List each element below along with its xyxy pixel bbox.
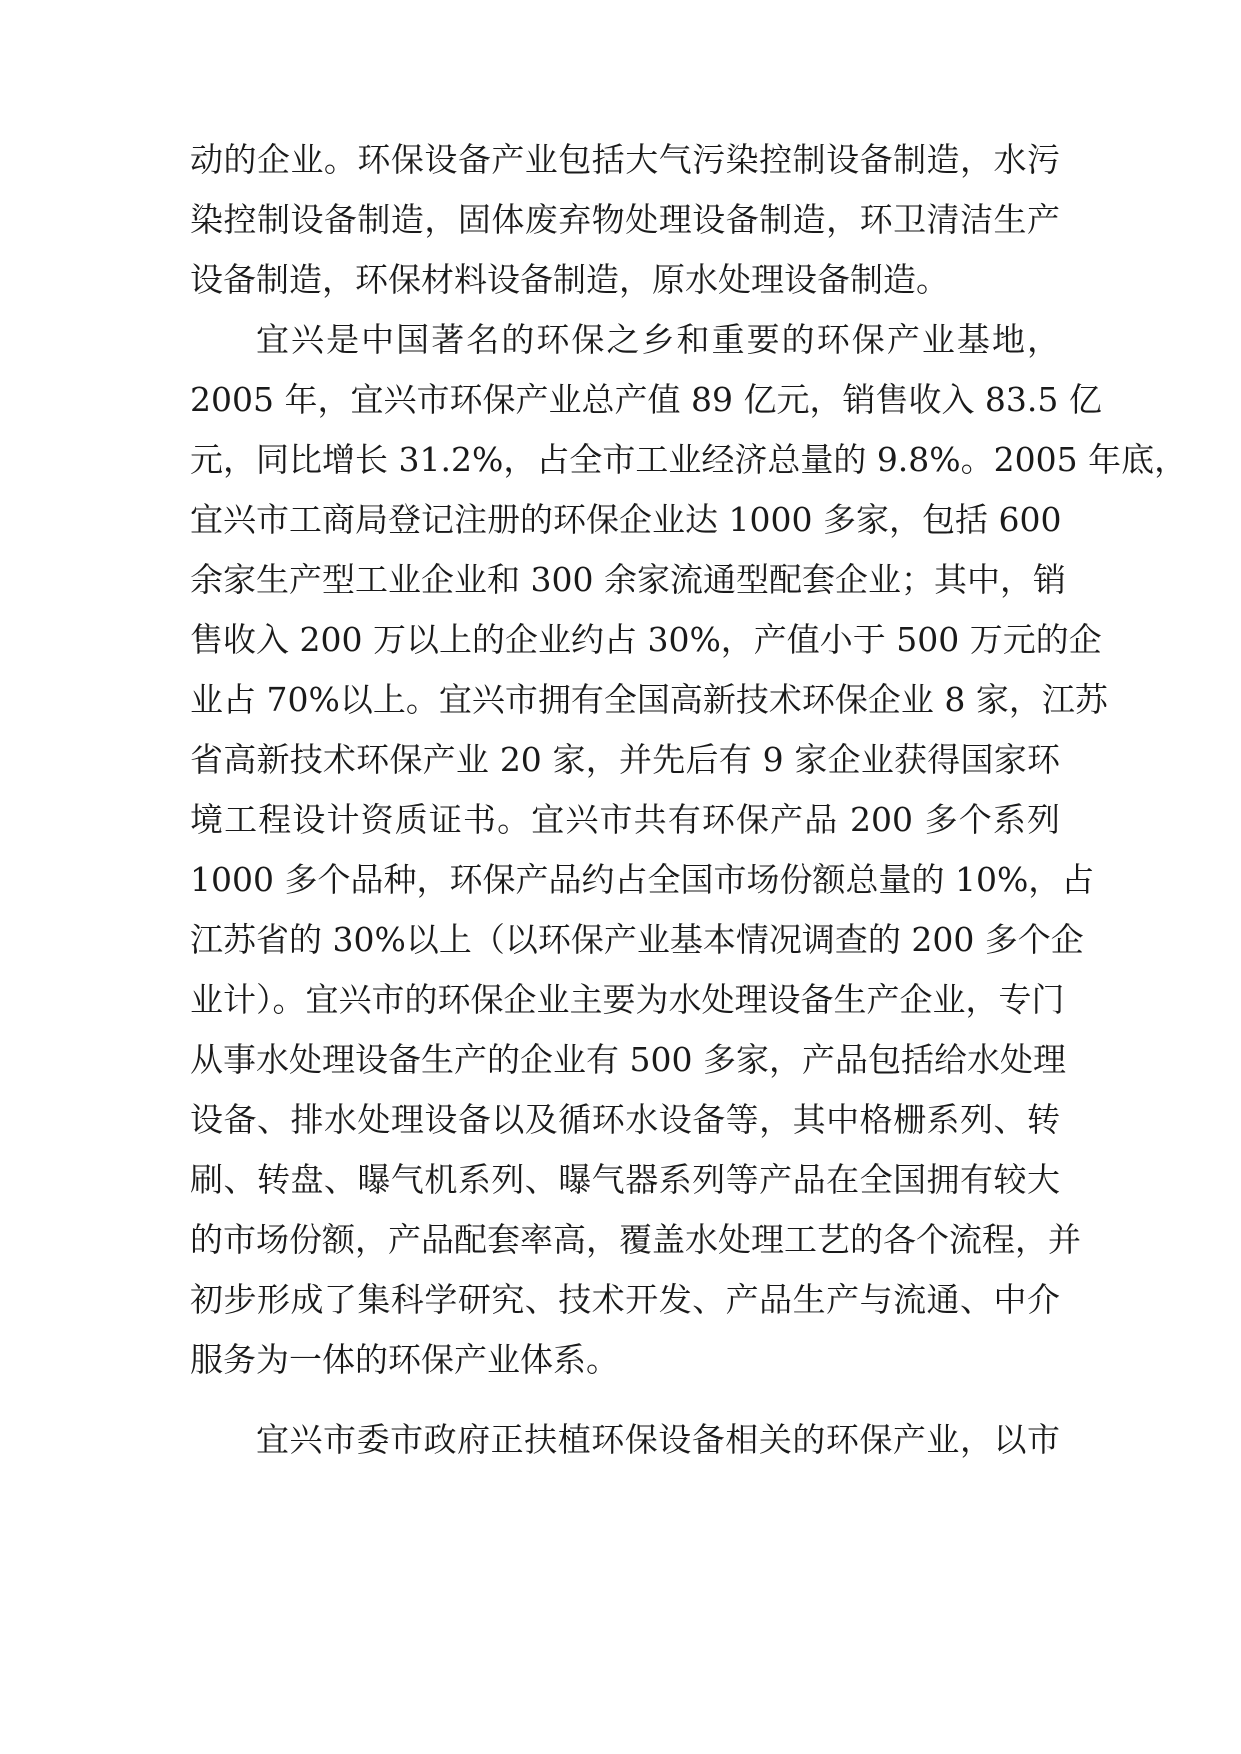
text-line: 2005 年，宜兴市环保产业总产值 89 亿元，销售收入 83.5 亿 — [190, 380, 1102, 419]
text-line: 从事水处理设备生产的企业有 500 多家，产品包括给水处理 — [190, 1040, 1066, 1079]
text-line: 刷、转盘、曝气机系列、曝气器系列等产品在全国拥有较大 — [190, 1160, 1060, 1199]
text-line: 江苏省的 30%以上（以环保产业基本情况调查的 200 多个企 — [190, 920, 1084, 959]
text-line: 设备、排水处理设备以及循环水设备等，其中格栅系列、转 — [190, 1100, 1060, 1139]
paragraph-first-line: 宜兴是中国著名的环保之乡和重要的环保产业基地， — [256, 320, 1060, 359]
text-line: 境工程设计资质证书。宜兴市共有环保产品 200 多个系列 — [190, 800, 1060, 839]
text-line: 1000 多个品种，环保产品约占全国市场份额总量的 10%，占 — [190, 860, 1095, 899]
text-line: 业计）。宜兴市的环保企业主要为水处理设备生产企业，专门 — [190, 980, 1065, 1019]
text-line: 业占 70%以上。宜兴市拥有全国高新技术环保企业 8 家，江苏 — [190, 680, 1108, 719]
text-line: 设备制造，环保材料设备制造，原水处理设备制造。 — [190, 260, 949, 299]
text-line: 的市场份额，产品配套率高，覆盖水处理工艺的各个流程，并 — [190, 1220, 1081, 1259]
text-line: 动的企业。环保设备产业包括大气污染控制设备制造，水污 — [190, 140, 1060, 179]
text-line: 元，同比增长 31.2%，占全市工业经济总量的 9.8%。2005 年底， — [190, 440, 1188, 479]
text-line: 余家生产型工业企业和 300 余家流通型配套企业；其中，销 — [190, 560, 1066, 599]
text-line: 初步形成了集科学研究、技术开发、产品生产与流通、中介 — [190, 1280, 1060, 1319]
paragraph-first-line: 宜兴市委市政府正扶植环保设备相关的环保产业，以市 — [256, 1420, 1060, 1459]
text-line: 省高新技术环保产业 20 家，并先后有 9 家企业获得国家环 — [190, 740, 1060, 779]
text-line: 服务为一体的环保产业体系。 — [190, 1340, 619, 1379]
text-line: 售收入 200 万以上的企业约占 30%，产值小于 500 万元的企 — [190, 620, 1102, 659]
text-line: 染控制设备制造，固体废弃物处理设备制造，环卫清洁生产 — [190, 200, 1060, 239]
text-line: 宜兴市工商局登记注册的环保企业达 1000 多家，包括 600 — [190, 500, 1062, 539]
